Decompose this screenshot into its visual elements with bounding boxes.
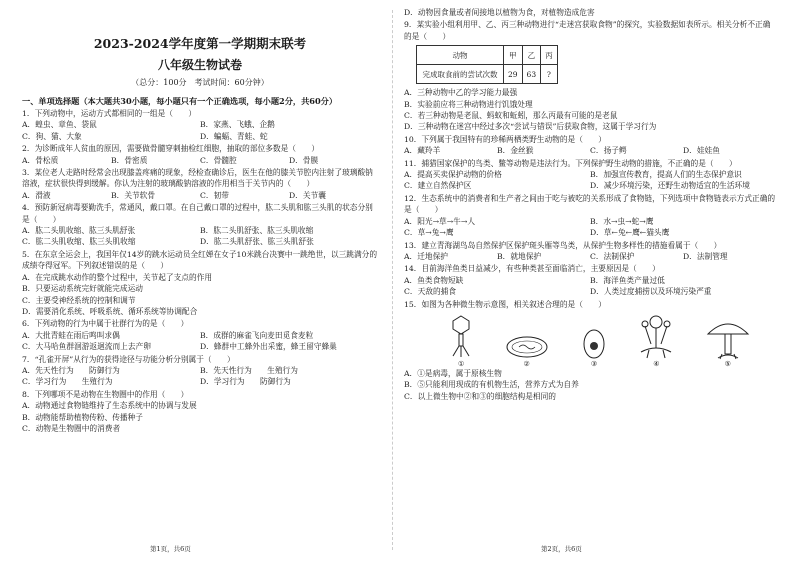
question-stem: 5．在东京全运会上，我国年仅14岁的跳水运动员全红婵在女子10米跳台决赛中一跳绝世，以三跳满分的成绩夺得冠军。下列叙述错误的是（ ） xyxy=(22,249,378,271)
question-stem: 13．建立青海湖鸟岛自然保护区保护斑头雁等鸟类，从保护生物多样性的措施看属于（ ） xyxy=(404,240,722,250)
option: C．韧带 xyxy=(200,190,229,200)
section-heading: 一、单项选择题（本大题共30小题，每小题只有一个正确选项，每小题2分，共60分） xyxy=(22,96,338,106)
option-row xyxy=(22,365,378,376)
option: C．以上微生物中②和③的细胞结构是相同的 xyxy=(404,391,556,401)
left-column xyxy=(0,0,388,561)
option-row xyxy=(22,131,378,142)
yeast-icon xyxy=(581,328,607,360)
option: D．骨膜 xyxy=(289,155,319,165)
option: A．在完成跳水动作的整个过程中，关节起了支点的作用 xyxy=(22,272,213,282)
bacterium-icon xyxy=(505,334,549,360)
option: A．阳光→草→牛→人 xyxy=(404,216,476,226)
option: D．法制管理 xyxy=(683,251,728,261)
option: B．海洋鱼类产量过低 xyxy=(590,275,665,285)
question-stem: 1．下列动物中，运动方式都相同的一组是（ ） xyxy=(22,109,197,118)
option: A．滑液 xyxy=(22,190,51,200)
question-stem: 7．“孔雀开屏”从行为的获得途径与功能分析分别属于（ ） xyxy=(22,354,235,364)
option: A．先天性行为 防御行为 xyxy=(22,365,120,375)
data-table xyxy=(416,45,558,84)
option: D．蝙蝠、青蛙、蛇 xyxy=(200,131,268,141)
option: C．动物是生物圈中的消费者 xyxy=(22,423,121,433)
option: C．建立自然保护区 xyxy=(404,181,472,191)
table-cell: 乙 xyxy=(522,46,541,65)
figure-bacterium xyxy=(505,334,549,368)
option: A．动物通过食物链维持了生态系统中的协调与发展 xyxy=(22,401,197,411)
option: B．加强宣传教育，提高人们的生态保护意识 xyxy=(590,170,742,180)
option: B．水→虫→蛇→鹰 xyxy=(590,216,654,226)
table-cell: ? xyxy=(541,65,558,84)
option-row xyxy=(22,236,378,247)
table-cell: 甲 xyxy=(504,46,523,65)
figure-label: ② xyxy=(523,359,530,368)
option-row xyxy=(22,225,378,236)
option: D．蜂群中工蜂外出采蜜，蜂王留守蜂巢 xyxy=(200,342,337,352)
option: D．关节囊 xyxy=(289,190,326,200)
figure-mushroom xyxy=(706,314,750,368)
option-row xyxy=(404,180,776,191)
table-header-row xyxy=(417,46,558,65)
option: C．狗、猫、大象 xyxy=(22,131,82,141)
option-row xyxy=(404,169,776,180)
option: D．肱二头肌舒张、肱三头肌舒张 xyxy=(200,237,314,247)
table-cell: 动物 xyxy=(417,46,504,65)
table-cell: 丙 xyxy=(541,46,558,65)
option: B．⑤只能利用现成的有机物生活，营养方式为自养 xyxy=(404,380,579,390)
option: A．提高买卖保护动物的价格 xyxy=(404,170,502,180)
question-stem: 2．为诊断成年人贫血的原因，需要做骨髓穿刺抽检红细胞，抽取的部位多数是（ ） xyxy=(22,144,320,154)
option: A．蝗虫、章鱼、袋鼠 xyxy=(22,120,97,130)
page-footer-left: 第1页，共6页 xyxy=(150,545,191,553)
option: A．骨松质 xyxy=(22,155,59,165)
option-row xyxy=(404,286,776,297)
option: A．大批青蛙在雨后鸣叫求偶 xyxy=(22,330,120,340)
option-row xyxy=(404,251,776,262)
option: B．动物能帮助植物传粉、传播种子 xyxy=(22,412,143,422)
option-row xyxy=(404,227,776,238)
option-row xyxy=(22,190,378,201)
exam-title: 2023-2024学年度第一学期期末联考 xyxy=(93,36,307,51)
table-cell: 完成取食前的尝试次数 xyxy=(417,65,504,84)
option-row xyxy=(22,376,378,387)
option: B．关节软骨 xyxy=(111,190,156,200)
option: C．天敌的捕食 xyxy=(404,287,457,297)
option: C．法制保护 xyxy=(590,251,635,261)
question-stem: 15．如图为各种微生物示意图，相关叙述合理的是（ ） xyxy=(404,299,606,309)
option: A．三种动物中乙的学习能力最强 xyxy=(404,88,518,98)
option: C．大马哈鱼群洄游返迴流而上去产卵 xyxy=(22,342,151,352)
option: A．藏羚羊 xyxy=(404,146,441,156)
figure-virus xyxy=(450,314,472,368)
option: D．学习行为 防御行为 xyxy=(200,377,291,387)
option: B．就地保护 xyxy=(497,251,542,261)
option-row xyxy=(22,119,378,130)
option: B．金丝猴 xyxy=(497,146,534,156)
question-stem: 4．预防新冠病毒要勤洗手，常通风，戴口罩。在自己戴口罩的过程中，肱二头肌和肱三头肌的状态分别是（ ） xyxy=(22,203,373,224)
option: A．肱二头肌收缩、肱三头肌舒张 xyxy=(22,226,136,236)
option-row xyxy=(22,330,378,341)
right-column xyxy=(396,0,784,561)
option: D．草←兔←鹰←猫头鹰 xyxy=(590,228,670,238)
question-stem: 6．下列动物的行为中属于社群行为的是（ ） xyxy=(22,319,189,329)
option: D．人类过度捕捞以及环境污染严重 xyxy=(590,287,712,297)
option: C．学习行为 生殖行为 xyxy=(22,377,113,387)
question-stem: 8．下列哪项不是动物在生物圈中的作用（ ） xyxy=(22,389,189,399)
table-cell: 63 xyxy=(522,65,541,84)
option: A．①是病毒，属于原核生物 xyxy=(404,368,502,378)
mold-icon xyxy=(639,314,673,360)
page-footer-right: 第2页，共6页 xyxy=(541,545,582,553)
option: C．骨髓腔 xyxy=(200,155,237,165)
option-row xyxy=(22,155,378,166)
option: B．成群的麻雀飞向麦田觅食麦粒 xyxy=(200,330,314,340)
option: C．肱二头肌收缩、肱三头肌收缩 xyxy=(22,237,136,247)
option: A．鱼类食物短缺 xyxy=(404,275,464,285)
virus-icon xyxy=(450,314,472,360)
option-row xyxy=(404,275,776,286)
figure-label: ③ xyxy=(590,359,598,368)
option: D．娃娃鱼 xyxy=(683,146,720,156)
option: C．草→兔→鹰 xyxy=(404,228,454,238)
question-stem: 12．生态系统中的消费者和生产者之间由于吃与被吃的关系形成了食物链，下列选项中食物链表示方式正确的是（ ） xyxy=(404,193,776,215)
option: B．只要运动系统完好就能完成运动 xyxy=(22,284,143,294)
table-row xyxy=(417,65,558,84)
question-stem: 14．目前海洋鱼类日益减少，有些种类甚至面临消亡，主要原因是（ ） xyxy=(404,264,660,274)
left-question-list xyxy=(22,108,378,434)
figure-label: ④ xyxy=(653,359,660,368)
option: C．若三种动物是老鼠、蚂蚁和蚯蚓，那么丙最有可能的是老鼠 xyxy=(404,111,618,121)
option: B．肱二头肌舒张、肱三头肌收缩 xyxy=(200,226,314,236)
figure-label: ① xyxy=(458,359,465,368)
figure-label: ⑤ xyxy=(724,359,731,368)
mushroom-icon xyxy=(706,314,750,360)
option: D．减少环境污染，还野生动物适宜的生活环境 xyxy=(590,181,750,191)
option: B．先天性行为 生殖行为 xyxy=(200,365,298,375)
figure-yeast xyxy=(581,328,607,368)
column-divider xyxy=(392,10,393,550)
option: D．三种动物在迷宫中经过多次“尝试与错误”后获取食物，这属于学习行为 xyxy=(404,122,657,132)
option: B．骨密质 xyxy=(111,155,148,165)
question-stem: 3．某位老人走路时经常会出现膝盖疼痛的现象，经检查确诊后，医生在他的膝关节腔内注射了玻璃酸钠溶液，症状很快得到缓解。你认为注射的玻璃酸钠溶液的作用相当于关节内的（ ） xyxy=(22,168,373,189)
option: C．主要受神经系统的控制和调节 xyxy=(22,295,136,305)
option-row xyxy=(22,341,378,352)
option-row xyxy=(404,145,776,156)
option: A．迁地保护 xyxy=(404,251,448,261)
right-question-list xyxy=(404,134,776,298)
exam-subtitle: 八年级生物试卷 xyxy=(157,58,242,72)
figure-mold xyxy=(639,314,673,368)
microbe-figure xyxy=(434,312,766,368)
table-cell: 29 xyxy=(504,65,523,84)
option-row xyxy=(404,216,776,227)
option: B．家燕、飞蛾、企鹅 xyxy=(200,120,275,130)
question-stem: 10．下列属于我国特有的珍稀两栖类野生动物的是（ ） xyxy=(404,134,606,144)
question-stem: 11．捕猎国家保护的鸟类、鳖等动物是违法行为。下列保护野生动物的措施，不正确的是（ ） xyxy=(404,158,737,168)
option: D．需要消化系统、呼吸系统、循环系统等协调配合 xyxy=(22,306,198,316)
option: B．实验前应将三种动物进行饥饿处理 xyxy=(404,99,533,109)
question-stem: 9．某实验小组利用甲、乙、丙三种动物进行“走迷宫获取食物”的探究，实验数据如表所示。相关分析不正确的是（ ） xyxy=(404,20,771,41)
option: C．扬子鳄 xyxy=(590,146,627,156)
continued-option: D．动物因食量或者间接地以植物为食，对植物造成危害 xyxy=(404,8,595,17)
exam-meta: （总分：100分 考试时间：60分钟） xyxy=(131,78,269,87)
